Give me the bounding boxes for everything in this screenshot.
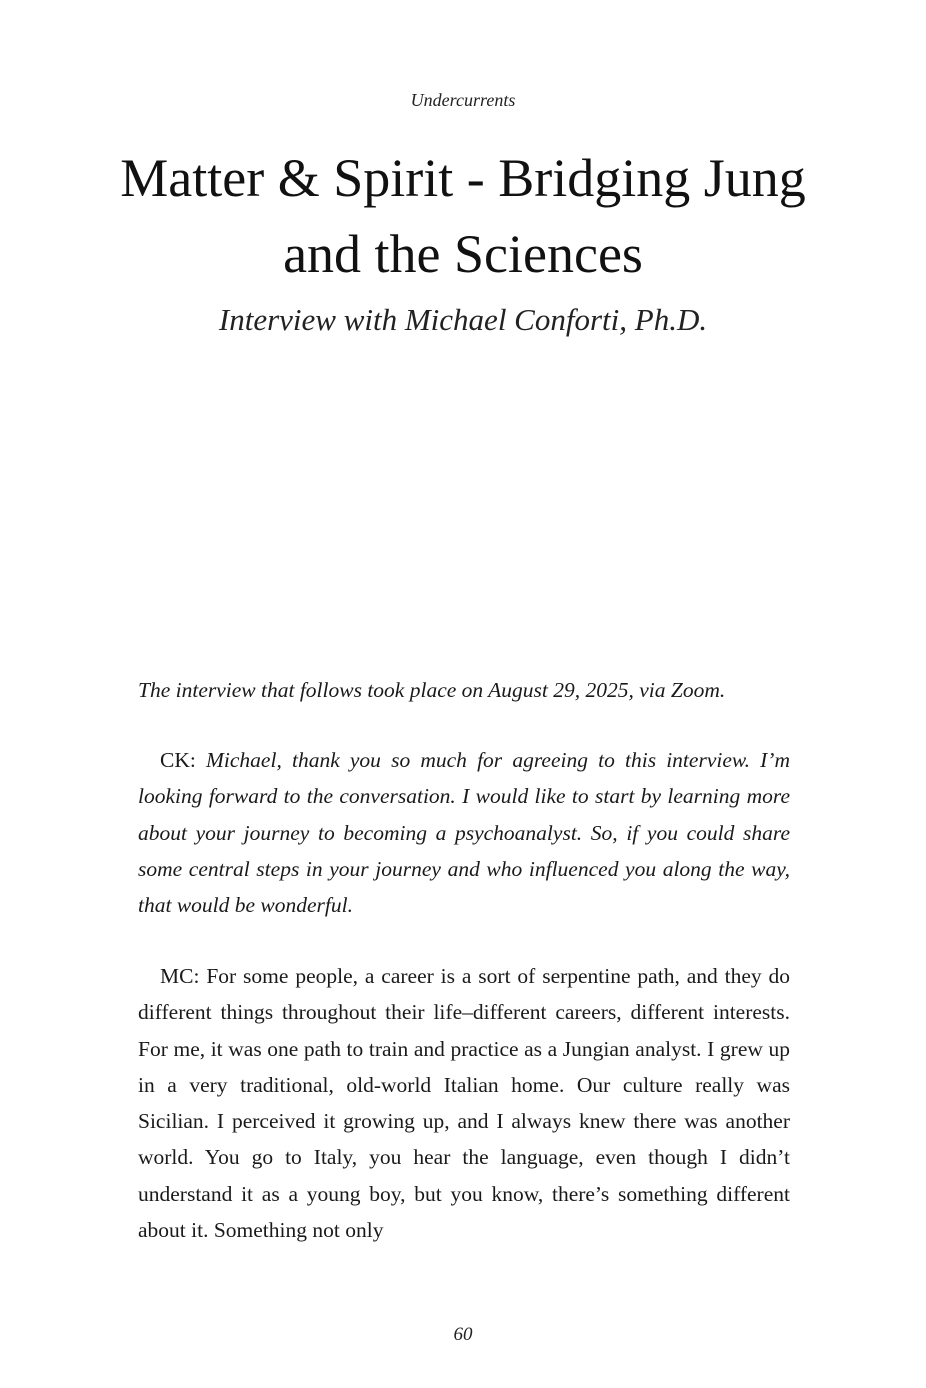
chapter-subtitle: Interview with Michael Conforti, Ph.D.	[218, 302, 708, 337]
question-paragraph	[138, 742, 790, 923]
running-head: Undercurrents	[410, 90, 516, 110]
page-number: 60	[453, 1324, 473, 1345]
chapter-title: Matter & Spirit - Bridging Jung and the Sciences	[120, 148, 806, 284]
question-text: Michael, thank you so much for agreeing to this interview. I’m looking forward to the conversation. I would like to start by learning more about your journey to becoming a psychoanalyst. So, if you could share some central steps in your journey and who influenced you along the way, that would be wonderful.	[138, 748, 790, 918]
answer-text: For some people, a career is a sort of serpentine path, and they do different things throughout their life–different careers, different interests. For me, it was one path to train and practice as a Jungian analyst. I grew up in a very traditional, old-world Italian home. Our culture really was Sicilian. I perceived it growing up, and I always knew there was another world. You go to Italy, you hear the language, even though I didn’t understand it as a young boy, but you know, there’s something different about it. Something not only	[138, 964, 790, 1243]
speaker-label-ck: CK:	[160, 748, 206, 772]
speaker-label-mc: MC:	[160, 964, 207, 988]
interview-date-note: The interview that follows took place on August 29, 2025, via Zoom.	[138, 678, 726, 702]
answer-paragraph	[138, 958, 790, 1248]
